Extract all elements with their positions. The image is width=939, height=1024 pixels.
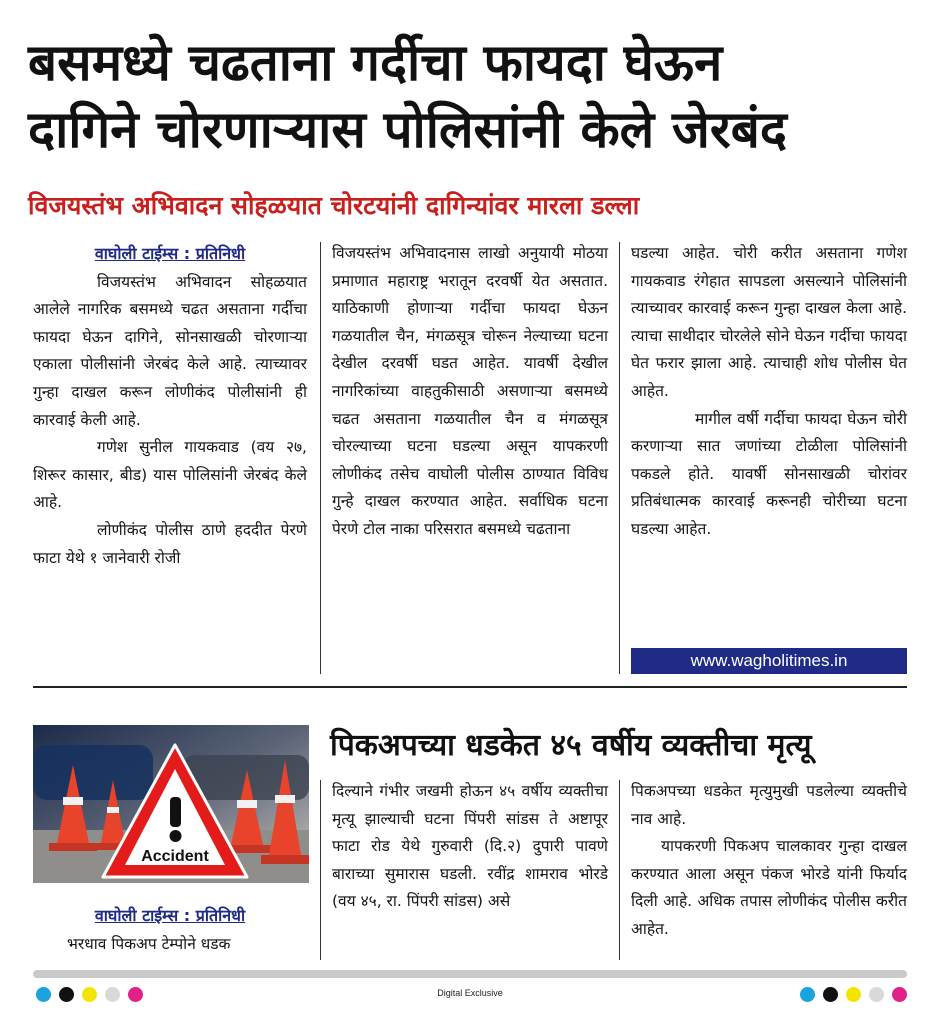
color-dot-magenta xyxy=(128,987,143,1002)
story2-title: पिकअपच्या धडकेत ४५ वर्षीय व्यक्तीचा मृत्यू xyxy=(330,728,812,763)
story2-column-3 xyxy=(631,778,907,944)
website-banner: www.wagholitimes.in xyxy=(631,648,907,674)
color-dot-cyan xyxy=(36,987,51,1002)
digital-exclusive-label: Digital Exclusive xyxy=(437,988,503,998)
story2-col3-paragraph: यापकरणी पिकअप चालकावर गुन्हा दाखल करण्यात आला असून पंकज भोरडे यांनी फिर्याद दिली आहे. अधिक तपास लोणीकंद पोलीस करीत आहेत. xyxy=(631,837,907,938)
bottom-bar xyxy=(33,970,907,978)
story1-col1-paragraph: विजयस्तंभ अभिवादन सोहळयात आलेले नागरिक बसमध्ये चढत असताना गर्दीचा फायदा घेऊन दागिने, सोनसाखळी चोरणाऱ्या एकाला पोलीसांनी जेरबंद केले आहे. त्याच्यावर गुन्हा दाखल करून लोणीकंद पोलीसांनी ही कारवाई केली आहे. xyxy=(33,272,307,429)
story1-column-3 xyxy=(631,240,907,544)
column-divider xyxy=(320,242,321,674)
story1-byline: वाघोली टाईम्स : प्रतिनिधी xyxy=(94,244,246,263)
color-dot-magenta xyxy=(892,987,907,1002)
headline-line-2: दागिने चोरणाऱ्यास पोलिसांनी केले जेरबंद xyxy=(28,101,787,160)
subheadline: विजयस्तंभ अभिवादन सोहळयात चोरटयांनी दागिन्यांवर मारला डल्ला xyxy=(28,191,640,220)
story1-col1-paragraph: लोणीकंद पोलीस ठाणे हददीत पेरणे फाटा येथे १ जानेवारी रोजी xyxy=(33,520,307,567)
accident-illustration xyxy=(33,725,309,883)
story2-column-1 xyxy=(33,902,307,958)
story1-column-1 xyxy=(33,240,307,572)
accident-image xyxy=(33,725,309,883)
color-dot-yellow xyxy=(82,987,97,1002)
story2-col3-paragraph: पिकअपच्या धडकेत मृत्युमुखी पडलेल्या व्यक्तीचे नाव आहे. xyxy=(631,782,907,828)
color-dot-gray xyxy=(105,987,120,1002)
accident-label: Accident xyxy=(141,848,209,865)
color-dot-black xyxy=(823,987,838,1002)
color-dot-black xyxy=(59,987,74,1002)
column-divider xyxy=(619,242,620,674)
color-dot-gray xyxy=(869,987,884,1002)
story1-column-2 xyxy=(332,240,608,544)
story1-col3-paragraph: घडल्या आहेत. चोरी करीत असताना गणेश गायकवाड रंगेहात सापडला असल्याने पोलिसांनी त्याच्यावर कारवाई करून गुन्हा दाखल केला आहे. त्याचा साथीदार चोरलेले सोने घेऊन गर्दीचा फायदा घेत फरार झाला आहे. त्याचाही शोध पोलीस घेत आहेत. xyxy=(631,244,907,400)
column-divider xyxy=(320,780,321,960)
story1-col2-paragraph: विजयस्तंभ अभिवादनास लाखो अनुयायी मोठया प्रमाणात महाराष्ट्र भरातून दरवर्षी येत असतात. याठिकाणी होणाऱ्या गर्दीचा फायदा घेऊन गळयातील चैन, मंगळसूत्र चोरून नेल्याच्या घटना देखील दरवर्षी घडत आहेत. यावर्षी देखील नागरिकांच्या वाहतुकीसाठी असणाऱ्या बसमध्ये चढत असताना गळयातील चैन व मंगळसूत्र चोरल्याच्या घटना घडल्या असून यापकरणी लोणीकंद तसेच वाघोली पोलीस ठाण्यात विविध गुन्हे दाखल करण्यात आहेत. सर्वाधिक घटना पेरणे टोल नाका परिसरात बसमध्ये चढताना xyxy=(332,244,608,538)
headline-line-1: बसमध्ये चढताना गर्दीचा फायदा घेऊन xyxy=(28,34,723,93)
column-divider xyxy=(619,780,620,960)
story1-col3-paragraph: मागील वर्षी गर्दीचा फायदा घेऊन चोरी करणाऱ्या सात जणांच्या टोळीला पोलिसांनी पकडले होते. यावर्षी सोनसाखळी चोरांवर प्रतिबंधात्मक कारवाई करूनही चोरीच्या घटना घडल्या आहेत. xyxy=(631,409,907,538)
color-dot-yellow xyxy=(846,987,861,1002)
section-divider xyxy=(33,686,907,688)
story2-col1-paragraph: भरधाव पिकअप टेम्पोने धडक xyxy=(67,934,231,953)
color-dot-cyan xyxy=(800,987,815,1002)
story2-column-2 xyxy=(332,778,608,916)
story1-col1-paragraph: गणेश सुनील गायकवाड (वय २७, शिरूर कासार, बीड) यास पोलिसांनी जेरबंद केले आहे. xyxy=(33,438,307,512)
story2-col2-paragraph: दिल्याने गंभीर जखमी होऊन ४५ वर्षीय व्यक्तीचा मृत्यू झाल्याची घटना पिंपरी सांडस ते अष्टापूर फाटा रोड येथे गुरुवारी (दि.२) दुपारी पावणे बाराच्या सुमारास घडली. रवींद्र शामराव भोरडे (वय ४५, रा. पिंपरी सांडस) असे xyxy=(332,782,608,911)
headline xyxy=(28,30,918,164)
story2-byline: वाघोली टाईम्स : प्रतिनिधी xyxy=(94,906,246,925)
